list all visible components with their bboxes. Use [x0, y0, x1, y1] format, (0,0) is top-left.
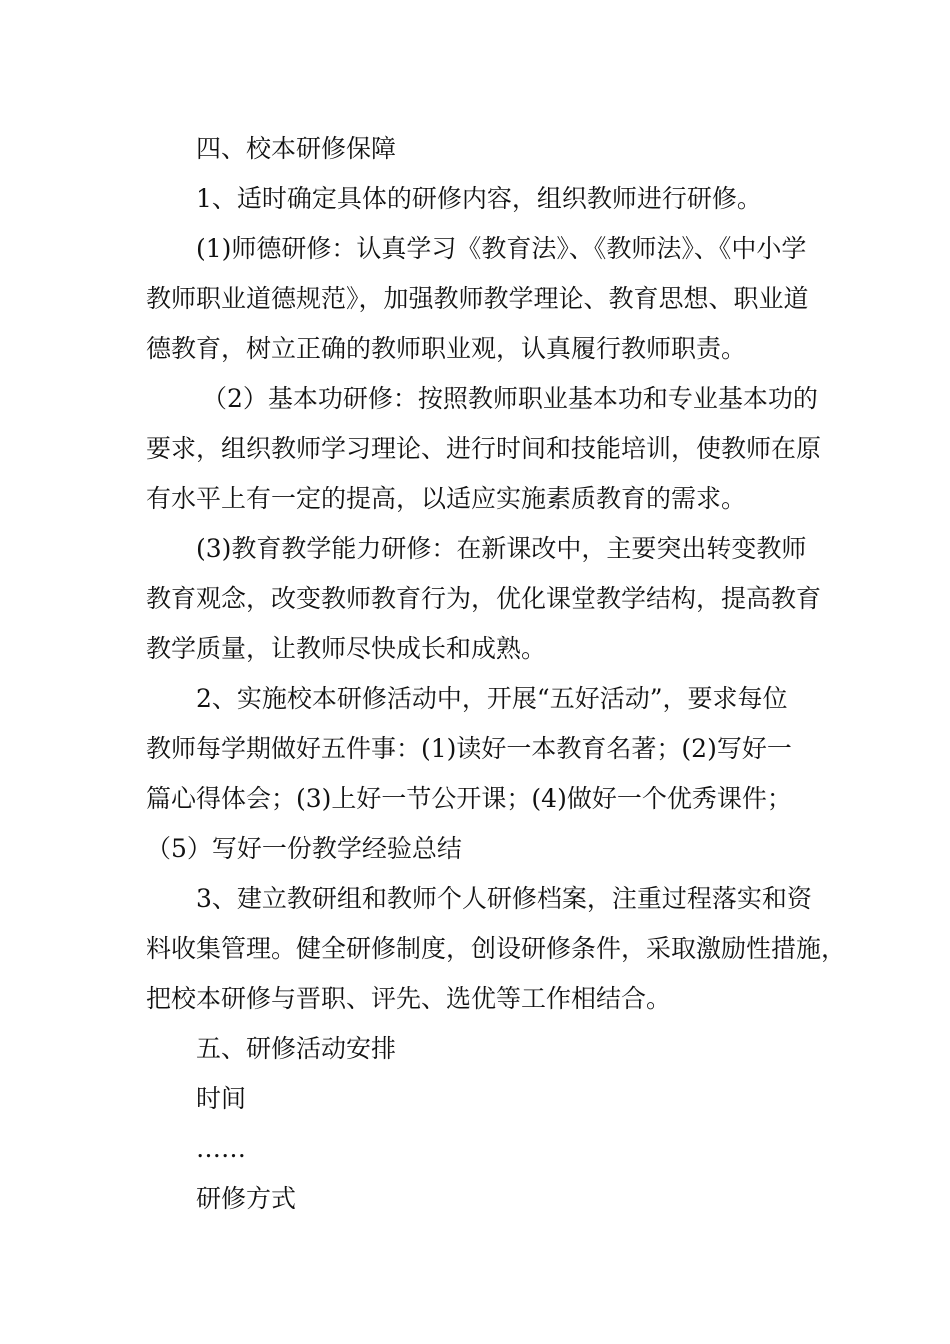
text-line: 教师职业道德规范》，加强教师教学理论、教育思想、职业道	[146, 284, 809, 313]
document-body	[146, 124, 847, 1224]
text-line: 有水平上有一定的提高，以适应实施素质教育的需求。	[146, 484, 747, 513]
text-line: 教育观念，改变教师教育行为，优化课堂教学结构，提高教育	[146, 584, 822, 613]
text-line: 四、校本研修保障	[196, 134, 397, 163]
ellipsis	[146, 1124, 826, 1174]
text-line: 要求，组织教师学习理论、进行时间和技能培训，使教师在原	[146, 434, 822, 463]
text-line: 篇心得体会；(3)上好一节公开课；(4)做好一个优秀课件；	[146, 784, 792, 813]
text-line: (1)师德研修：认真学习《教育法》、《教师法》、《中小学	[196, 234, 807, 263]
text-line: 把校本研修与晋职、评先、选优等工作相结合。	[146, 984, 672, 1013]
schedule-time-label	[146, 1074, 826, 1124]
text-line: 德教育，树立正确的教师职业观，认真履行教师职责。	[146, 334, 747, 363]
paragraph-ethics	[146, 224, 826, 374]
paragraph-basic-skills	[146, 374, 826, 524]
text-line: ……	[196, 1134, 246, 1163]
text-line: 1、适时确定具体的研修内容，组织教师进行研修。	[196, 184, 762, 213]
text-line: (3)教育教学能力研修：在新课改中，主要突出转变教师	[196, 534, 807, 563]
text-line: 五、研修活动安排	[196, 1034, 397, 1063]
section-heading-4	[146, 124, 826, 174]
text-line: 研修方式	[196, 1184, 297, 1213]
text-line: （5）写好一份教学经验总结	[146, 834, 462, 863]
schedule-method-label	[146, 1174, 826, 1224]
text-line: 时间	[196, 1084, 247, 1113]
section-heading-5	[146, 1024, 826, 1074]
text-line: 2、实施校本研修活动中，开展“五好活动”，要求每位	[196, 684, 788, 713]
text-line: 教师每学期做好五件事：(1)读好一本教育名著；(2)写好一	[146, 734, 792, 763]
paragraph-3	[146, 874, 847, 1024]
text-line: 料收集管理。健全研修制度，创设研修条件，采取激励性措施，	[146, 934, 847, 963]
paragraph-1	[146, 174, 826, 224]
paragraph-teaching-ability	[146, 524, 826, 674]
text-line: 教学质量，让教师尽快成长和成熟。	[146, 634, 547, 663]
text-line: 3、建立教研组和教师个人研修档案，注重过程落实和资	[196, 884, 812, 913]
paragraph-2	[146, 674, 826, 874]
text-line: （2）基本功研修：按照教师职业基本功和专业基本功的	[202, 384, 818, 413]
